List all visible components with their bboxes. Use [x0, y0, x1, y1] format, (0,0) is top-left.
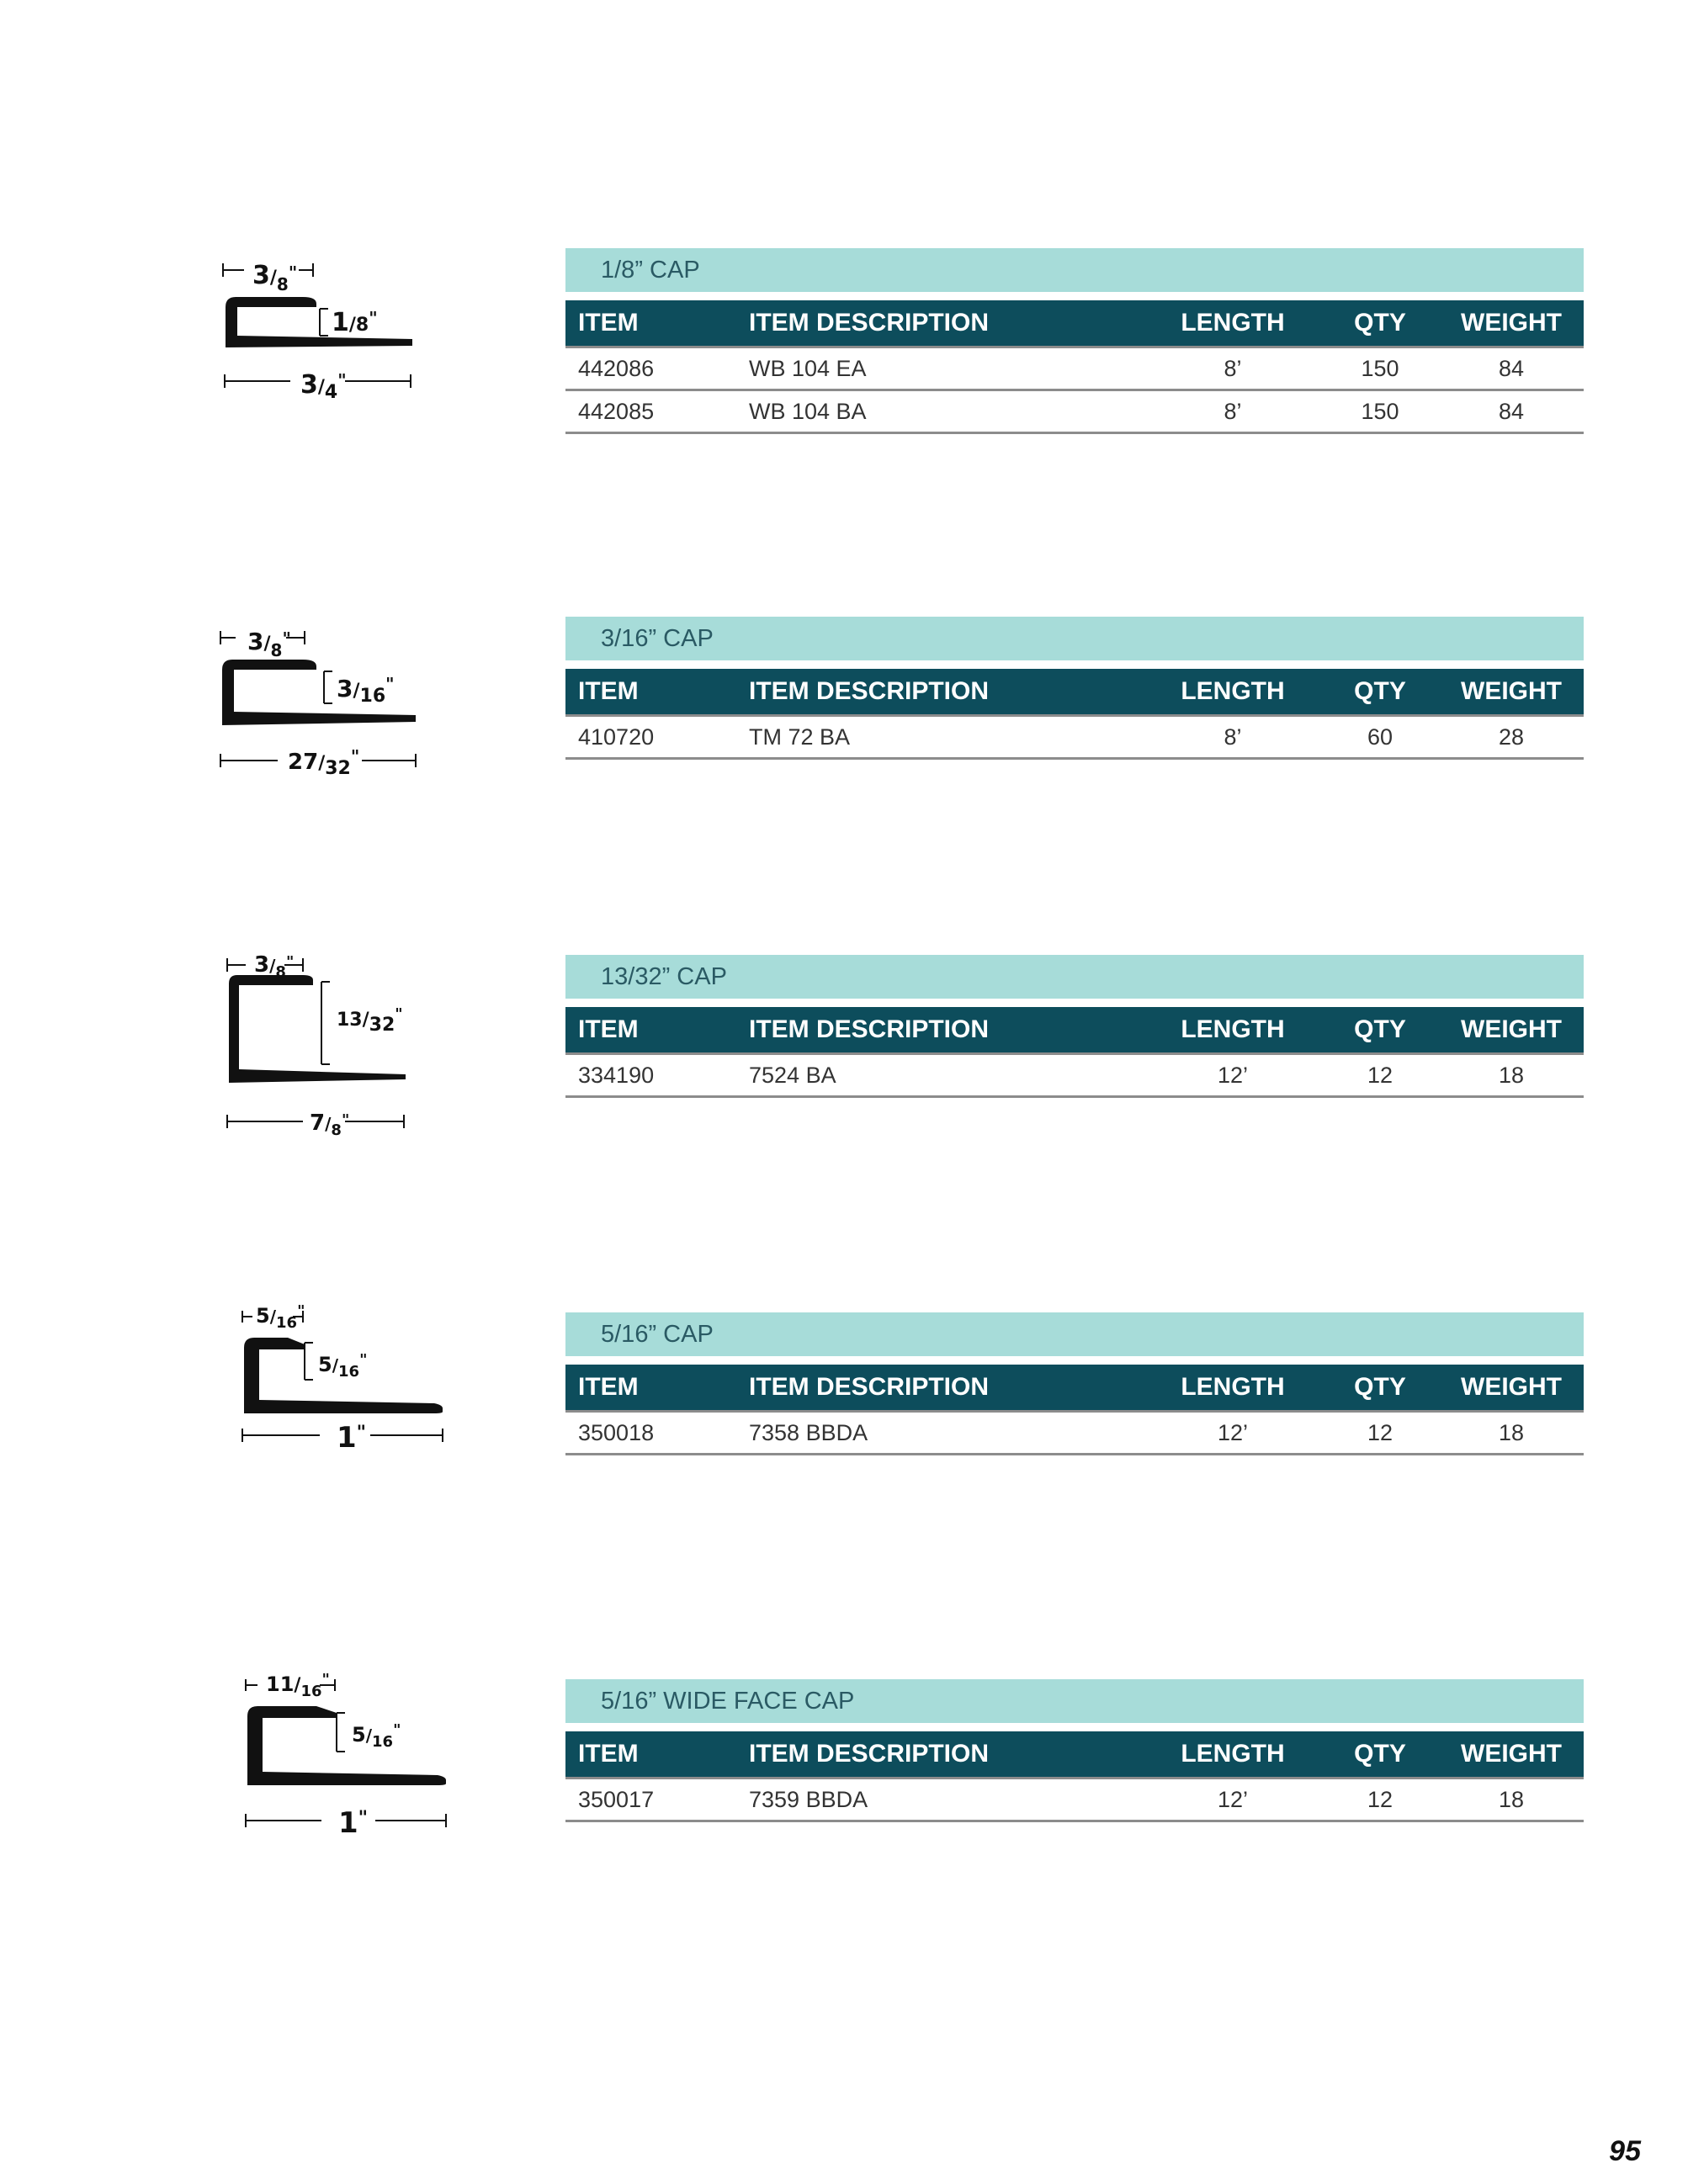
- dim-top-den: 16: [300, 1683, 322, 1700]
- dim-bottom-num: 3: [300, 370, 318, 400]
- cell-item: 350018: [565, 1412, 749, 1455]
- dim-side-num: 5: [352, 1723, 366, 1747]
- cap-table: [565, 617, 1584, 760]
- cell-item: 410720: [565, 716, 749, 759]
- cap-title: 13/32” CAP: [565, 955, 1584, 999]
- cell-weight: 28: [1439, 716, 1584, 759]
- cell-weight: 84: [1439, 390, 1584, 433]
- item-table: [565, 1007, 1584, 1098]
- svg-text:5/16": $5/_{16}^"$: [256, 1302, 305, 1332]
- cap-profile-drawing: [210, 948, 463, 1139]
- col-qty: QTY: [1321, 1365, 1439, 1412]
- cell-qty: 60: [1321, 716, 1439, 759]
- dim-side-den: 8: [355, 315, 369, 336]
- cell-weight: 18: [1439, 1412, 1584, 1455]
- cell-description: 7358 BBDA: [749, 1412, 1144, 1455]
- col-description: ITEM DESCRIPTION: [749, 1007, 1144, 1054]
- svg-text:13/32": 13/32": [337, 1005, 403, 1036]
- table-row: [565, 1412, 1584, 1455]
- cap-table: [565, 1679, 1584, 1822]
- col-length: LENGTH: [1144, 1731, 1321, 1778]
- dim-side-den: 16: [338, 1363, 360, 1381]
- cell-qty: 12: [1321, 1054, 1439, 1097]
- cell-weight: 18: [1439, 1054, 1584, 1097]
- cell-qty: 150: [1321, 347, 1439, 390]
- dim-side-den: 32: [369, 1015, 395, 1036]
- col-qty: QTY: [1321, 669, 1439, 716]
- cap-profile-diagram: [210, 248, 463, 425]
- dim-bottom-den: 8: [331, 1121, 342, 1139]
- svg-text:1": 1": [337, 1421, 367, 1455]
- col-description: ITEM DESCRIPTION: [749, 1731, 1144, 1778]
- col-length: LENGTH: [1144, 300, 1321, 347]
- table-row: [565, 716, 1584, 759]
- cell-item: 442086: [565, 347, 749, 390]
- cap-profile-diagram: [210, 612, 463, 789]
- cell-description: TM 72 BA: [749, 716, 1144, 759]
- col-weight: WEIGHT: [1439, 300, 1584, 347]
- col-weight: WEIGHT: [1439, 1731, 1584, 1778]
- col-weight: WEIGHT: [1439, 1365, 1584, 1412]
- dim-bottom-den: 4: [324, 382, 338, 403]
- dim-bottom-whole: 1: [337, 1421, 357, 1455]
- cell-length: 8’: [1144, 390, 1321, 433]
- cell-length: 12’: [1144, 1412, 1321, 1455]
- cell-length: 12’: [1144, 1778, 1321, 1821]
- col-qty: QTY: [1321, 1007, 1439, 1054]
- col-description: ITEM DESCRIPTION: [749, 669, 1144, 716]
- cell-description: WB 104 EA: [749, 347, 1144, 390]
- col-qty: QTY: [1321, 1731, 1439, 1778]
- col-length: LENGTH: [1144, 1365, 1321, 1412]
- svg-text:5/16": $5/_{16}^"$: [318, 1351, 368, 1381]
- dim-top-den: 8: [276, 274, 289, 294]
- svg-text:3/8": $3/_8^"$: [247, 628, 291, 660]
- cap-profile-diagram: [210, 1664, 463, 1841]
- col-qty: QTY: [1321, 300, 1439, 347]
- col-item: ITEM: [565, 1731, 749, 1778]
- dim-bottom-den: 32: [325, 758, 351, 779]
- cap-title: 5/16” WIDE FACE CAP: [565, 1679, 1584, 1723]
- dim-bottom-num: 27: [288, 750, 319, 775]
- table-row: [565, 1054, 1584, 1097]
- cap-profile-drawing: [210, 248, 463, 425]
- dim-top-num: 5: [256, 1304, 270, 1328]
- cell-item: 350017: [565, 1778, 749, 1821]
- dim-top-num: 11: [266, 1672, 295, 1696]
- cell-description: 7359 BBDA: [749, 1778, 1144, 1821]
- col-item: ITEM: [565, 1007, 749, 1054]
- cap-profile-drawing: [210, 1664, 463, 1841]
- item-table: [565, 300, 1584, 434]
- cap-profile-drawing: [210, 612, 463, 789]
- table-header-row: [565, 1365, 1584, 1412]
- cap-table: [565, 248, 1584, 434]
- col-item: ITEM: [565, 300, 749, 347]
- table-header-row: [565, 300, 1584, 347]
- col-item: ITEM: [565, 669, 749, 716]
- cell-item: 334190: [565, 1054, 749, 1097]
- svg-text:1/8": 1/8": [332, 308, 378, 337]
- svg-text:3/8": $3/_8^"$: [254, 952, 295, 981]
- cell-weight: 18: [1439, 1778, 1584, 1821]
- svg-text:3/8": $3/_8^"$: [252, 261, 298, 294]
- cell-item: 442085: [565, 390, 749, 433]
- cell-length: 12’: [1144, 1054, 1321, 1097]
- cell-qty: 150: [1321, 390, 1439, 433]
- cap-title: 3/16” CAP: [565, 617, 1584, 660]
- dim-side-num: 5: [318, 1353, 332, 1376]
- table-row: [565, 1778, 1584, 1821]
- dim-side-num: 3: [337, 675, 353, 702]
- dim-bottom-num: 7: [310, 1111, 326, 1136]
- cell-description: 7524 BA: [749, 1054, 1144, 1097]
- cap-title: 5/16” CAP: [565, 1312, 1584, 1356]
- cap-table: [565, 955, 1584, 1098]
- col-item: ITEM: [565, 1365, 749, 1412]
- dim-top-den: 8: [275, 963, 286, 981]
- col-weight: WEIGHT: [1439, 1007, 1584, 1054]
- col-weight: WEIGHT: [1439, 669, 1584, 716]
- svg-text:7/8": $7/_8^"$: [310, 1111, 350, 1139]
- svg-text:5/16": $5/_{16}^"$: [352, 1721, 401, 1751]
- item-table: [565, 1731, 1584, 1822]
- cap-profile-diagram: [210, 1296, 463, 1472]
- table-header-row: [565, 669, 1584, 716]
- col-description: ITEM DESCRIPTION: [749, 300, 1144, 347]
- col-length: LENGTH: [1144, 1007, 1321, 1054]
- svg-text:11/16": $11/_{16}^"$: [266, 1671, 330, 1700]
- table-row: [565, 347, 1584, 390]
- dim-side-num: 13: [337, 1010, 363, 1031]
- svg-text:3/16": $3/_{16}^"$: [337, 674, 395, 707]
- dim-top-num: 3: [254, 952, 270, 978]
- cell-qty: 12: [1321, 1412, 1439, 1455]
- dim-side-num: 1: [332, 308, 349, 337]
- item-table: [565, 1365, 1584, 1455]
- svg-text:27/32": $27/_{32}^"$: [288, 746, 360, 779]
- cap-profile-diagram: [210, 948, 463, 1139]
- table-header-row: [565, 1731, 1584, 1778]
- cell-length: 8’: [1144, 347, 1321, 390]
- dim-side-den: 16: [359, 686, 386, 707]
- item-table: [565, 669, 1584, 760]
- cell-qty: 12: [1321, 1778, 1439, 1821]
- dim-side-den: 16: [372, 1733, 394, 1751]
- cap-title: 1/8” CAP: [565, 248, 1584, 292]
- col-description: ITEM DESCRIPTION: [749, 1365, 1144, 1412]
- table-header-row: [565, 1007, 1584, 1054]
- cell-description: WB 104 BA: [749, 390, 1144, 433]
- cap-profile-drawing: [210, 1296, 463, 1472]
- page-number: 95: [1609, 2135, 1641, 2167]
- svg-text:3/4": $3/_4^"$: [300, 370, 347, 403]
- dim-top-num: 3: [247, 628, 264, 655]
- col-length: LENGTH: [1144, 669, 1321, 716]
- cell-length: 8’: [1144, 716, 1321, 759]
- cap-table: [565, 1312, 1584, 1455]
- dim-top-den: 8: [270, 640, 283, 660]
- svg-text:1": 1": [338, 1806, 369, 1840]
- dim-top-den: 16: [276, 1314, 298, 1332]
- cell-weight: 84: [1439, 347, 1584, 390]
- dim-top-num: 3: [252, 261, 270, 290]
- table-row: [565, 390, 1584, 433]
- dim-bottom-whole: 1: [338, 1806, 358, 1840]
